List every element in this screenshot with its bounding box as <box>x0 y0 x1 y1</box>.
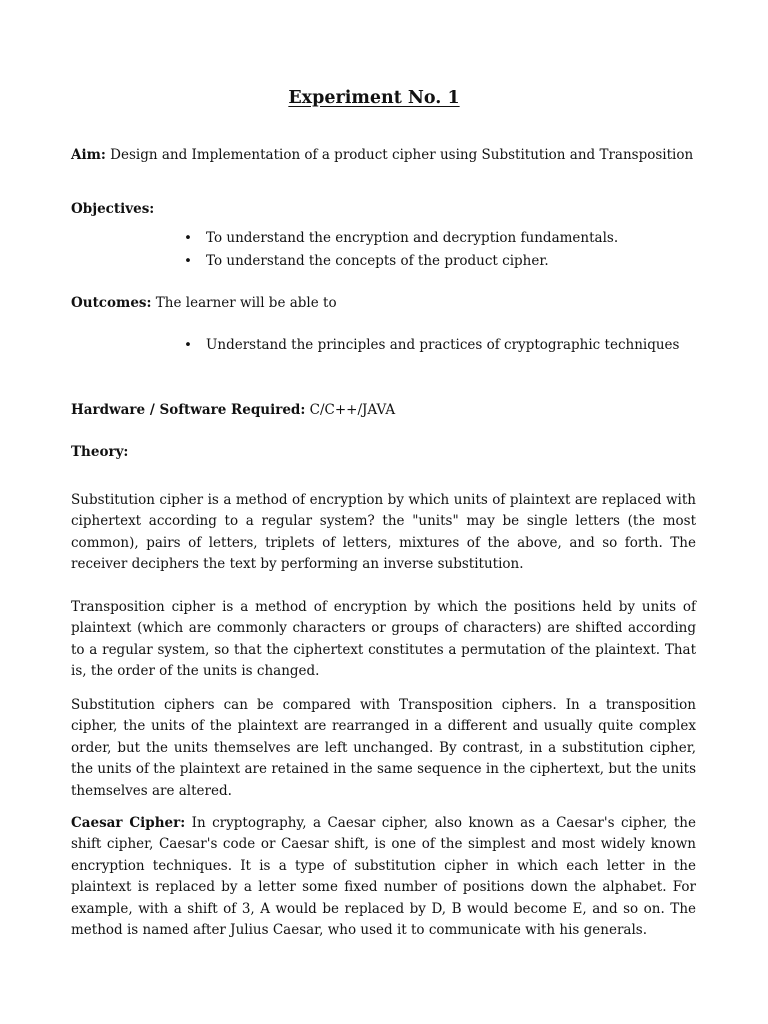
theory-paragraph-transposition: Transposition cipher is a method of encryption by which the positions held by units of plaintext (which are commonly characters or groups of characters) are shifted according to a regular system, so that the ciphertext constitutes a permutation of the plaintext. That is, the order of the units is changed. <box>71 599 696 680</box>
aim-text: Design and Implementation of a product cipher using Substitution and Transposition <box>105 147 694 163</box>
list-item: • To understand the encryption and decryption fundamentals. <box>184 227 618 250</box>
page-title: Experiment No. 1 <box>288 88 460 108</box>
objectives-label: Objectives: <box>71 201 155 217</box>
list-item: • To understand the concepts of the product cipher. <box>184 250 618 273</box>
theory-paragraph-comparison: Substitution ciphers can be compared with Transposition ciphers. In a transposition cipher, the units of the plaintext are rearranged in a different and usually quite complex order, but the units themselves are left unchanged. By contrast, in a substitution cipher, the units of the plaintext are retained in the same sequence in the ciphertext, but the units themselves are altered. <box>71 697 696 799</box>
hardware-text: C/C++/JAVA <box>305 402 396 418</box>
theory-paragraph-caesar <box>71 813 696 941</box>
objectives-heading <box>71 199 154 220</box>
outcomes-line <box>71 293 337 314</box>
aim-line <box>71 145 693 166</box>
outcomes-list <box>184 334 679 357</box>
theory-label: Theory: <box>71 444 129 460</box>
theory-heading <box>71 442 128 463</box>
caesar-text: In cryptography, a Caesar cipher, also known as a Caesar's cipher, the shift cipher, Caesar's code or Caesar shift, is one of the simplest and most widely known encryption techniques. It is a type of substitution cipher in which each letter in the plaintext is replaced by a letter some fixed number of positions down the alphabet. For example, with a shift of 3, A would be replaced by D, B would become E, and so on. The method is named after Julius Caesar, who used it to communicate with his generals. <box>71 815 696 939</box>
outcomes-text: The learner will be able to <box>151 295 337 311</box>
outcomes-label: Outcomes: <box>71 295 152 311</box>
hardware-line <box>71 400 395 421</box>
objectives-list <box>184 227 618 273</box>
caesar-label: Caesar Cipher: <box>71 815 186 831</box>
list-item: • Understand the principles and practices of cryptographic techniques <box>184 334 679 357</box>
aim-label: Aim: <box>71 147 106 163</box>
theory-paragraph-substitution: Substitution cipher is a method of encryption by which units of plaintext are replaced with ciphertext according to a regular system? the "units" may be single letters (the most common), pairs of letters, triplets of letters, mixtures of the above, and so forth. The receiver deciphers the text by performing an inverse substitution. <box>71 492 696 573</box>
hardware-label: Hardware / Software Required: <box>71 402 306 418</box>
